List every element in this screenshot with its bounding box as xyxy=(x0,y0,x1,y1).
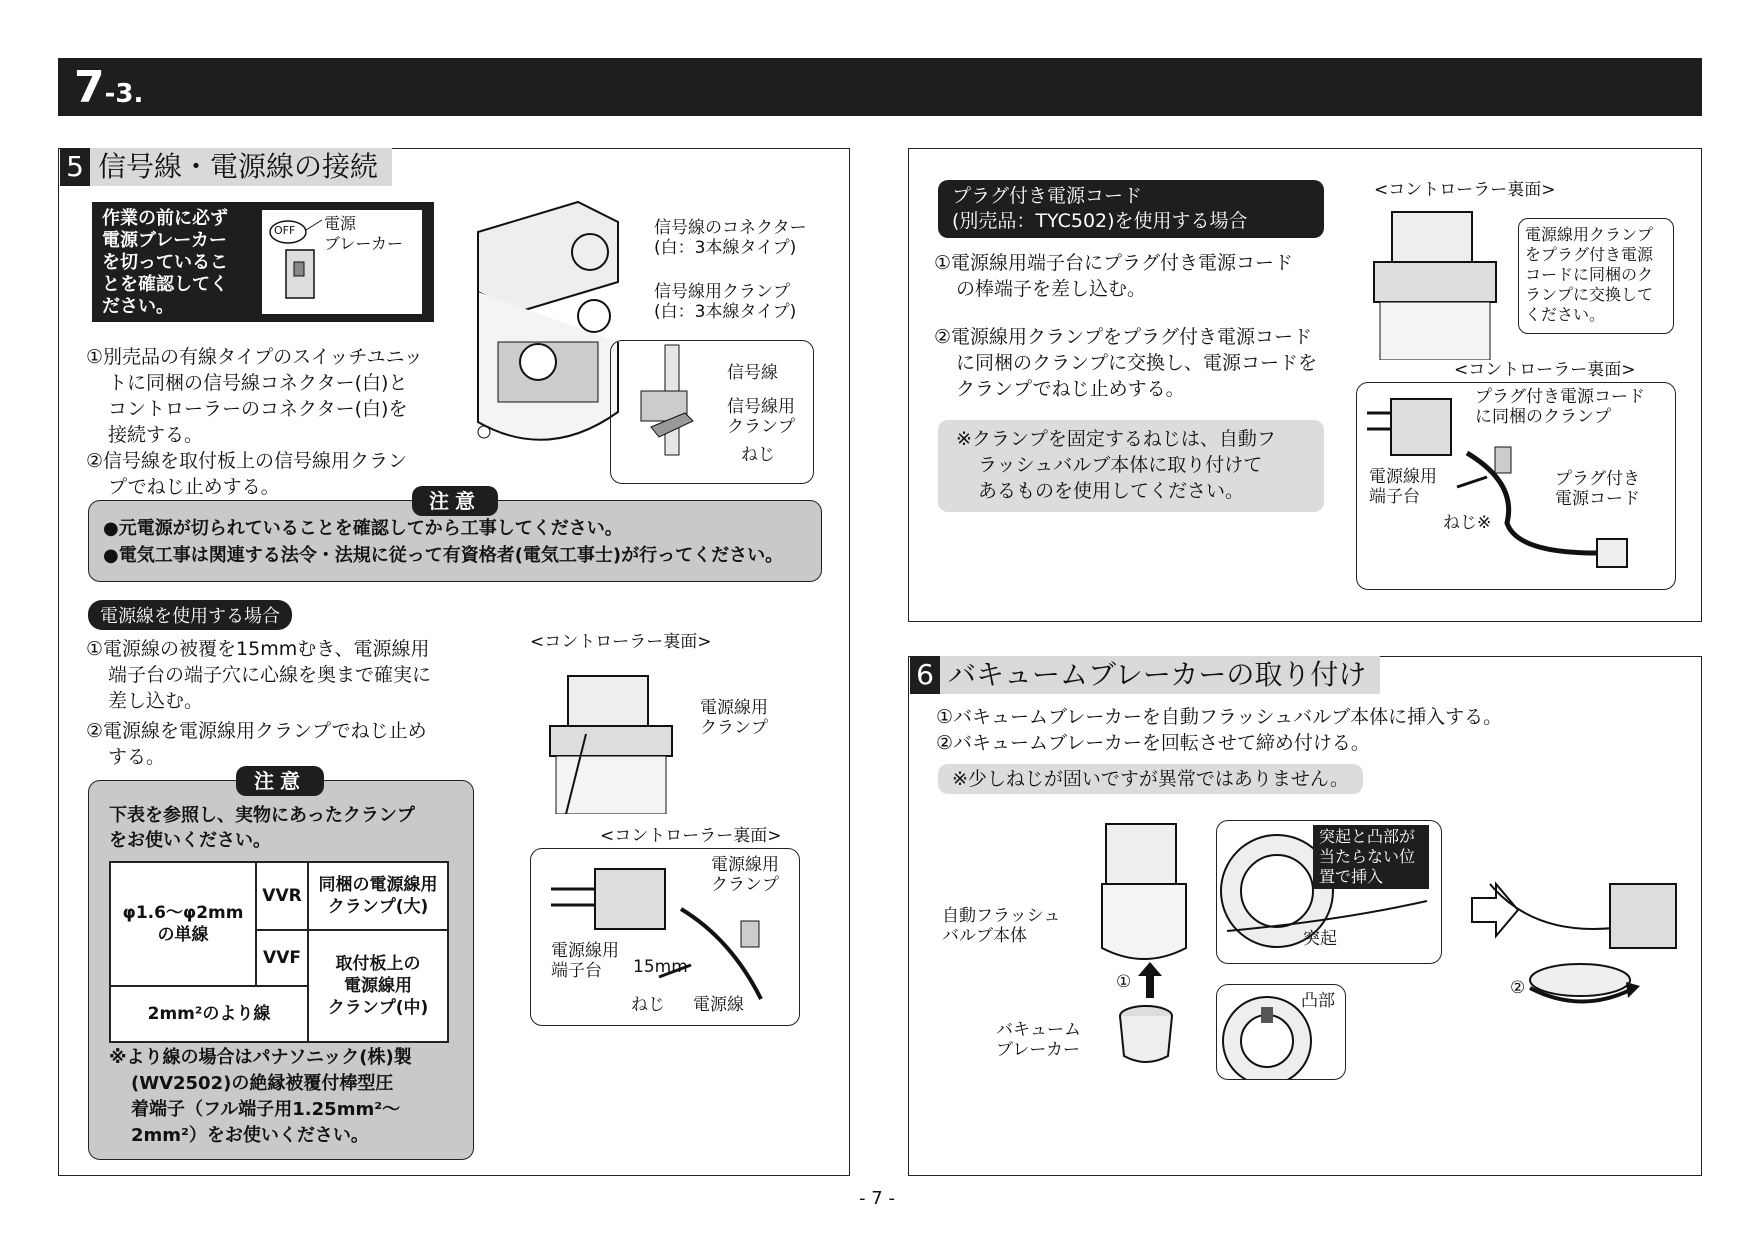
section-5-steps xyxy=(86,344,446,500)
section-6-title xyxy=(910,656,1380,694)
cord-label: プラグ付き 電源コード xyxy=(1555,469,1640,509)
screw-label: ねじ xyxy=(741,445,775,465)
breaker-label: 電源 ブレーカー xyxy=(324,214,404,253)
terminal-label: 電源線用 端子台 xyxy=(1369,467,1437,507)
section-6-steps xyxy=(936,704,1502,756)
callout-line: をプラグ付き電源 xyxy=(1525,245,1654,264)
controller-back-illustration xyxy=(546,674,676,814)
table-cell: 取付板上の 電源線用 クランプ(中) xyxy=(308,930,448,1042)
clamp-detail xyxy=(610,340,814,484)
step-1-marker: ① xyxy=(1116,972,1132,992)
warning-line: 電源ブレーカー xyxy=(102,230,227,251)
caution-box-2 xyxy=(88,780,474,1160)
signal-clamp-label: 信号線用 クランプ xyxy=(727,397,795,437)
insert-callout xyxy=(1313,825,1429,889)
controller-back-label: <コントローラー裏面> xyxy=(530,632,712,652)
terminal-label: 電源線用 端子台 xyxy=(551,941,619,981)
step-text: ②電源線用クランプをプラグ付き電源コード xyxy=(934,326,1313,348)
callout-line: 突起と凸部が xyxy=(1319,827,1416,846)
vacuum-breaker-label: バキューム ブレーカー xyxy=(996,1020,1081,1060)
note-line: ラッシュバルブ本体に取り付けて xyxy=(978,454,1263,476)
power-case-steps xyxy=(86,636,486,770)
caution-tab-2: 注意 xyxy=(236,766,324,796)
step-text: 差し込む。 xyxy=(108,690,204,712)
callout-line: 当たらない位 xyxy=(1319,847,1416,866)
plug-callout xyxy=(1518,218,1674,334)
caution-line: ●電気工事は関連する法令・法規に従って有資格者(電気工事士)が行ってください。 xyxy=(103,545,784,566)
insert-detail xyxy=(1216,820,1442,964)
step-text: ①別売品の有線タイプのスイッチユニッ xyxy=(86,346,423,368)
clamp-label: 信号線用クランプ (白：3本線タイプ) xyxy=(654,282,797,322)
note-line: 着端子（フル端子用1.25mm²～ xyxy=(131,1099,401,1120)
plug-terminal-detail xyxy=(1356,382,1676,590)
warning-line: とを確認してく xyxy=(102,274,228,295)
valve-illustration xyxy=(1096,820,1196,968)
step-text: に同梱のクランプに交換し、電源コードを xyxy=(956,352,1318,374)
plug-title-line: プラグ付き電源コード xyxy=(952,185,1143,207)
step-text: ①電源線の被覆を15mmむき、電源線用 xyxy=(86,638,430,660)
screw-label: ねじ※ xyxy=(1443,513,1492,533)
page-number: - 7 - xyxy=(859,1188,895,1209)
step-text: 端子台の端子穴に心線を奥まで確実に xyxy=(108,664,432,686)
protrusion-label: 突起 xyxy=(1303,929,1337,949)
clamp-label: 電源線用 クランプ xyxy=(700,698,768,738)
arrow-up-icon xyxy=(1138,962,1162,998)
step-text: 接続する。 xyxy=(108,424,204,446)
plug-note xyxy=(938,420,1324,512)
callout-line: コードに同梱のク xyxy=(1525,265,1654,284)
callout-line: 置で挿入 xyxy=(1319,867,1384,886)
chapter-header xyxy=(58,58,1702,116)
convex-detail xyxy=(1216,984,1346,1080)
vacuum-breaker-illustration xyxy=(1116,1004,1176,1068)
connector-label: 信号線のコネクター (白：3本線タイプ) xyxy=(654,218,807,258)
warning-box xyxy=(92,202,434,322)
step-2-marker: ② xyxy=(1510,978,1526,998)
clamp-spec-table xyxy=(109,861,449,1043)
warning-line: ださい。 xyxy=(102,296,174,317)
table-cell: VVF xyxy=(256,930,308,986)
section-5-title xyxy=(60,148,392,186)
table-cell: 同梱の電源線用 クランプ(大) xyxy=(308,862,448,930)
note-line: ※クランプを固定するねじは、自動フ xyxy=(956,428,1276,450)
step-text: ①バキュームブレーカーを自動フラッシュバルブ本体に挿入する。 xyxy=(936,706,1503,728)
section-number: 6 xyxy=(910,656,940,694)
plug-steps xyxy=(934,250,1354,402)
section-title-text: 信号線・電源線の接続 xyxy=(98,150,379,183)
plug-cord-title xyxy=(938,180,1324,238)
caution-tab-1: 注意 xyxy=(412,486,498,516)
step-text: ①電源線用端子台にプラグ付き電源コード xyxy=(934,252,1294,274)
controller-back-illustration xyxy=(1370,210,1500,360)
step-text: の棒端子を差し込む。 xyxy=(956,278,1147,300)
off-label: OFF xyxy=(274,224,296,237)
note-line: あるものを使用してください。 xyxy=(978,480,1245,502)
callout-line: ください。 xyxy=(1525,305,1606,324)
note-line: 2mm²）をお使いください。 xyxy=(131,1125,369,1146)
rotation-illustration xyxy=(1480,864,1690,1024)
plug-clamp-label: プラグ付き電源コード に同梱のクランプ xyxy=(1475,387,1645,427)
section-6-note: ※少しねじが固いですが異常ではありません。 xyxy=(938,764,1363,794)
warning-line: 作業の前に必ず xyxy=(102,208,228,229)
warning-line: を切っているこ xyxy=(102,252,228,273)
step-text: ②信号線を取付板上の信号線用クラン xyxy=(86,450,408,472)
clamp-label: 電源線用 クランプ xyxy=(711,855,779,895)
step-text: クランプでねじ止めする。 xyxy=(956,378,1185,400)
table-cell: 2mm²のより線 xyxy=(110,986,308,1042)
clamp-icon xyxy=(611,341,711,481)
caution-line: をお使いください。 xyxy=(109,830,271,851)
section-title-text: バキュームブレーカーの取り付け xyxy=(948,658,1367,691)
note-line: (WV2502)の絶縁被覆付棒型圧 xyxy=(131,1073,394,1094)
callout-line: ランプに交換して xyxy=(1525,285,1654,304)
wire-label: 電源線 xyxy=(693,995,744,1015)
step-text: プでねじ止めする。 xyxy=(108,476,280,498)
signal-wire-label: 信号線 xyxy=(727,363,778,383)
controller-back-label: <コントローラー裏面> xyxy=(600,826,782,846)
step-text: ②バキュームブレーカーを回転させて締め付ける。 xyxy=(936,732,1370,754)
valve-label: 自動フラッシュ バルブ本体 xyxy=(942,906,1061,946)
plug-title-line: (別売品：TYC502)を使用する場合 xyxy=(952,210,1248,232)
step-text: する。 xyxy=(108,746,166,768)
section-number: 5 xyxy=(60,148,90,186)
callout-line: 電源線用クランプ xyxy=(1525,225,1654,244)
convex-label: 凸部 xyxy=(1301,991,1335,1011)
strip-length-label: 15mm xyxy=(633,957,688,977)
caution-line: ●元電源が切られていることを確認してから工事してください。 xyxy=(103,518,623,539)
table-cell: φ1.6～φ2mm の単線 xyxy=(110,862,256,986)
controller-back-label: <コントローラー裏面> xyxy=(1454,360,1636,380)
caution-line: 下表を参照し、実物にあったクランプ xyxy=(109,805,415,826)
note-line: ※より線の場合はパナソニック(株)製 xyxy=(109,1047,412,1068)
power-case-pill: 電源線を使用する場合 xyxy=(88,600,292,630)
controller-back-label: <コントローラー裏面> xyxy=(1374,180,1556,200)
chapter-number: 7-3. xyxy=(74,62,144,113)
terminal-detail xyxy=(530,848,800,1026)
step-text: コントローラーのコネクター(白)を xyxy=(108,398,408,420)
step-text: トに同梱の信号線コネクター(白)と xyxy=(108,372,408,394)
breaker-illustration xyxy=(262,210,422,314)
step-text: ②電源線を電源線用クランプでねじ止め xyxy=(86,720,427,742)
table-cell: VVR xyxy=(256,862,308,930)
screw-label: ねじ xyxy=(631,995,665,1015)
